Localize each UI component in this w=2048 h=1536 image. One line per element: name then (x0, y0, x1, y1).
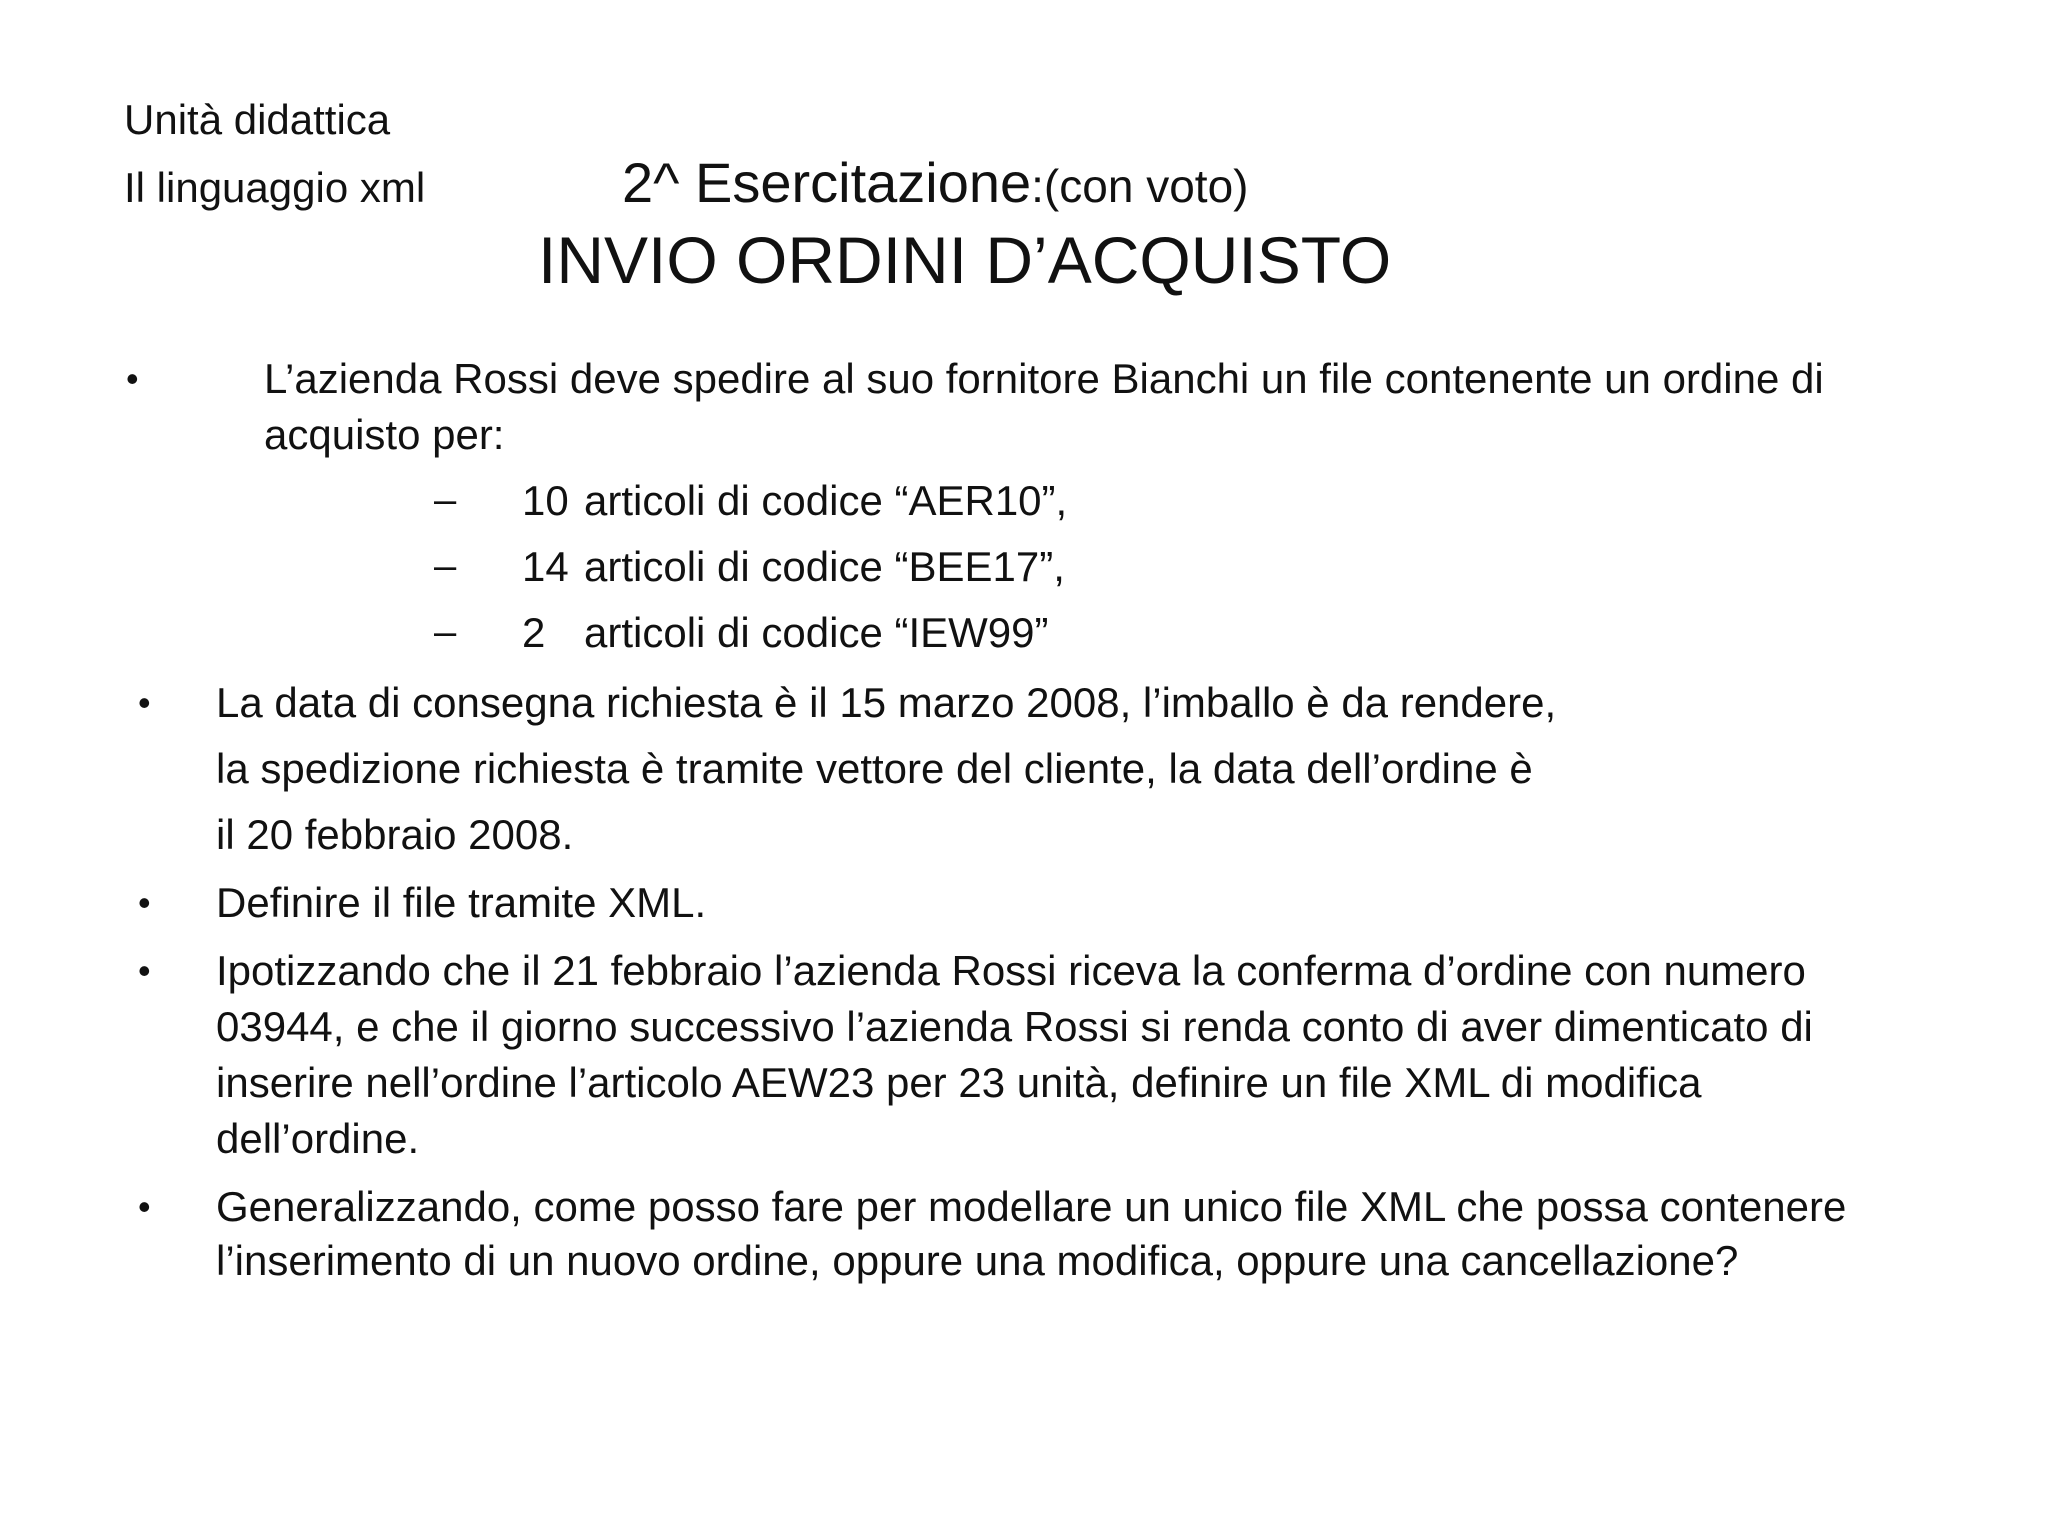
bullet-3: • (138, 882, 151, 923)
sub-dash-3: – (434, 610, 457, 654)
item-2-line-1: La data di consegna richiesta è il 15 marzo 2008, l’imballo è da rendere, (216, 679, 1557, 726)
item-3-line-1: Definire il file tramite XML. (216, 879, 707, 926)
sub-dash-2: – (434, 544, 457, 588)
exercise-sub: :(con voto) (1031, 160, 1249, 212)
bullet-2: • (138, 682, 151, 723)
item-4-line-4: dell’ordine. (216, 1115, 420, 1162)
article-text-3: articoli di codice “IEW99” (584, 609, 1049, 656)
article-qty-3: 2 (522, 609, 546, 656)
item-4-line-2: 03944, e che il giorno successivo l’azienda Rossi si renda conto di aver dimenticato di (216, 1003, 1813, 1050)
article-text-1: articoli di codice “AER10”, (584, 477, 1068, 524)
exercise-heading (622, 150, 1248, 215)
item-5-line-2: l’inserimento di un nuovo ordine, oppure una modifica, oppure una cancellazione? (216, 1237, 1739, 1284)
sub-dash-1: – (434, 478, 457, 522)
page-title: INVIO ORDINI D’ACQUISTO (538, 223, 1392, 297)
bullet-1: • (126, 358, 139, 399)
unit-label: Unità didattica (124, 96, 391, 143)
item-1-line-2: acquisto per: (264, 411, 505, 458)
article-text-2: articoli di codice “BEE17”, (584, 543, 1065, 590)
bullet-5: • (138, 1186, 151, 1227)
topic-label: Il linguaggio xml (124, 164, 426, 211)
exercise-main: 2^ Esercitazione (622, 151, 1032, 214)
item-2-line-2: la spedizione richiesta è tramite vettore del cliente, la data dell’ordine è (216, 745, 1533, 792)
item-1-line-1: L’azienda Rossi deve spedire al suo fornitore Bianchi un file contenente un ordine di (264, 355, 1824, 402)
item-4-line-3: inserire nell’ordine l’articolo AEW23 per 23 unità, definire un file XML di modifica (216, 1059, 1702, 1106)
article-qty-1: 10 (522, 477, 569, 524)
item-4-line-1: Ipotizzando che il 21 febbraio l’azienda Rossi riceva la conferma d’ordine con numero (216, 947, 1806, 994)
item-5-line-1: Generalizzando, come posso fare per modellare un unico file XML che possa contenere (216, 1183, 1847, 1230)
bullet-4: • (138, 950, 151, 991)
article-qty-2: 14 (522, 543, 569, 590)
item-2-line-3: il 20 febbraio 2008. (216, 811, 574, 858)
